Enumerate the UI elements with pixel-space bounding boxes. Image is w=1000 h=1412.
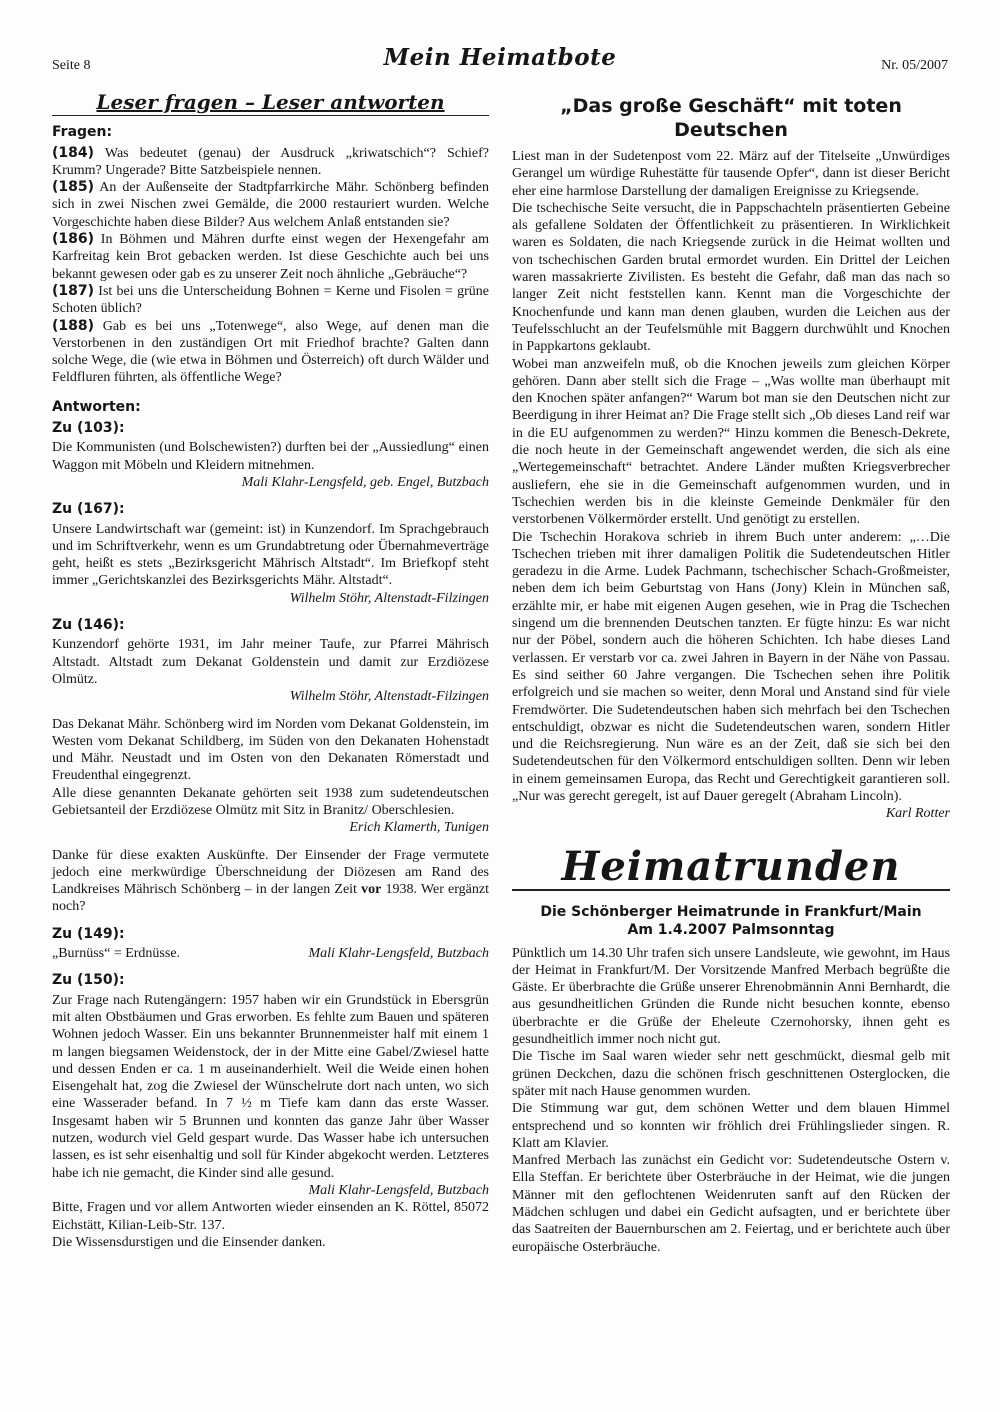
article-title: „Das große Geschäft“ mit toten Deutschen bbox=[560, 95, 902, 141]
answer-150 bbox=[52, 972, 489, 1199]
answer-signature: Mali Klahr-Lengsfeld, geb. Engel, Butzbach bbox=[241, 474, 489, 490]
answer-text: Alle diese genannten Dekanate gehörten seit 1938 zum sudetendeutschen Gebietsanteil der Erzdiözese Olmütz mit Sitz in Branitz/ Oberschlesien. bbox=[52, 785, 489, 818]
answer-signature: Erich Klamerth, Tunigen bbox=[349, 820, 489, 836]
answer-167 bbox=[52, 501, 489, 607]
article-paragraph: Wobei man anzweifeln muß, ob die Knochen jeweils zum gleichen Körper gehören. Dann aber stellt sich die Frage – „Was wollte man überhaupt mit den Knochen später anfangen?“ Warum bot man sie den Deutschen nicht zur Beerdigung in ihrer Heimat an? Die Frage stellt sich „Ob dieses Land reif war in die EU aufgenommen zu werden?“ Hinzu kommen die Benesch-Dekrete, die noch heute in der Gemeinschaft angewendet werden, die sich als eine „Wertegemeinschaft“ betrachtet. Andere Länder mußten Kriegsverbrecher ausliefern, ehe sie in die Gemeinschaft aufgenommen wurden, und in Tschechien werden bis in die kleinste Gemeinde Denkmäler für den verstorbenen Völkermörder erstellt. Und genötigt zu erstellen. bbox=[512, 356, 950, 528]
answer-103 bbox=[52, 420, 489, 491]
answers-label: Antworten: bbox=[52, 398, 141, 415]
question-text: Gab es bei uns „Totenwege“, also Wege, auf denen man die Verstorbenen in den zuständigen Ort mit Friedhof brachte? Galten dann solche Wege, die (wie etwa in Böhmen und Österreich) oft durch Wälder und Feldfluren führten, als öffentliche Wege? bbox=[52, 318, 489, 386]
masthead: Mein Heimatbote bbox=[383, 44, 617, 71]
answer-text: Unsere Landwirtschaft war (gemeint: ist) in Kunzendorf. Im Sprachgebrauch und im Schriftverkehr, wenn es um Grundabtretung oder Übernahmeverträge geht, heißt es stets „Bezirksgericht Mährisch Altstadt“. Im Briefkopf steht immer „Gerichtskanzlei des Bezirksgerichts Mähr. Altstadt“. bbox=[52, 521, 489, 589]
answer-text: Das Dekanat Mähr. Schönberg wird im Norden vom Dekanat Goldenstein, im Westen vom Dekanat Schildberg, im Süden von den Dekanaten Hohenstadt und Mähr. Neustadt und im Osten von den Dekanaten Römerstadt und Freudenthal eingegrenzt. bbox=[52, 716, 489, 784]
question-number: (185) bbox=[52, 179, 95, 196]
event-paragraph: Manfred Merbach las zunächst ein Gedicht vor: Sudetendeutsche Ostern v. Ella Steffan. Er berichtete über Osterbräuche in der Heimat, wie die jungen Männer mit den geflochtenen Weidenruten sanft auf den Rücken der Mädchen schlugen und dabei ein Gedicht aufsagten, und er berichtete über das Saatreiten der Bauernburschen am 2. Feiertag, und er berichtete auch über europäische Osterbräuche. bbox=[512, 1153, 950, 1255]
question-number: (188) bbox=[52, 317, 95, 334]
question-186 bbox=[52, 231, 489, 283]
question-text: Was bedeutet (genau) der Ausdruck „kriwatschich“? Schief? Krumm? Ungerade? Bitte Satzbeispiele nennen. bbox=[52, 145, 489, 178]
question-text: An der Außenseite der Stadtpfarrkirche Mähr. Schönberg befinden sich in zwei Nischen zwei Gemälde, die 2000 restauriert wurden. Welche Vorgeschichte haben diese Bilder? Aus welchem Anlaß entstanden sie? bbox=[52, 180, 489, 230]
answer-text: Kunzendorf gehörte 1931, im Jahr meiner Taufe, zur Pfarrei Mährisch Altstadt. Altstadt zum Dekanat Goldenstein und damit zur Erzdiözese Olmütz. bbox=[52, 637, 489, 687]
editor-note-emphasis: vor bbox=[361, 882, 382, 898]
page-number: Seite 8 bbox=[52, 58, 91, 73]
article-paragraph: Die Tschechin Horakova schrieb in ihrem Buch unter anderem: „…Die Tschechen trieben mit ihrer damaligen Politik die Sudetendeutschen Hitler geradezu in die Arme. Ludek Pachmann, tschechischer Schach-Großmeister, neben dem ich beim Geburtstag von Hans (Jony) Klein in München saß, erzählte mir, er habe mit eigenen Augen gesehen, wie in Prag die Tschechen singend um die brennenden Deutschen tanzten. Er fügte hinzu: Es war nicht nur der Pöbel, sondern auch die höheren Schichten. Ich habe dieses Land verlassen. Er verstarb vor ca. zwei Jahren in Bayern in der Nähe von Passau. Es sind seither 60 Jahre vergangen. Die Tschechen sehen ihre Politik erfolgreich und sie machen so weiter, denn Moral und Anstand sind für viele Fremdwörter. Die Sudetendeutschen haben sich mehrfach bei den Tschechen entschuldigt, obzwar es nicht die Sudetendeutschen waren, sondern Hitler und die Reichsregierung. Nun wäre es an der Zeit, daß sie sich bei den Sudetendeutschen für den Völkermord entschuldigen sollten. Denn wir leben in einem gemeinsamen Europa, das Recht und Gerechtigkeit garantieren soll. „Nur was gerecht geregelt, ist auf Dauer geregelt (Abraham Lincoln). bbox=[512, 529, 950, 804]
answer-signature: Mali Klahr-Lengsfeld, Butzbach bbox=[308, 1182, 489, 1198]
closing-note: Bitte, Fragen und vor allem Antworten wieder einsenden an K. Röttel, 85072 Eichstätt, Kilian-Leib-Str. 137. bbox=[52, 1200, 489, 1233]
event-paragraph: Die Tische im Saal waren wieder sehr nett geschmückt, diesmal gelb mit grünen Deckchen, dazu die schönen frisch geschnittenen Osterglocken, die später mit nach Hause genommen wurden. bbox=[512, 1049, 950, 1099]
issue-number: Nr. 05/2007 bbox=[881, 58, 948, 73]
event-heading bbox=[512, 903, 950, 939]
answer-146 bbox=[52, 617, 489, 916]
answer-text: „Burnüss“ = Erdnüsse. bbox=[52, 946, 181, 962]
answer-heading: Zu (167): bbox=[52, 501, 125, 518]
right-column bbox=[512, 94, 950, 1256]
heimatrunden-heading: Heimatrunden bbox=[512, 845, 950, 891]
closing-thanks: Die Wissensdurstigen und die Einsender danken. bbox=[52, 1234, 326, 1250]
question-185 bbox=[52, 179, 489, 231]
answer-heading: Zu (103): bbox=[52, 420, 125, 437]
questions-label: Fragen: bbox=[52, 124, 113, 141]
answer-signature: Wilhelm Stöhr, Altenstadt-Filzingen bbox=[289, 689, 489, 705]
question-187 bbox=[52, 283, 489, 318]
reader-qa-title: Leser fragen – Leser antworten bbox=[96, 90, 445, 114]
left-column bbox=[52, 90, 489, 1251]
article-signature: Karl Rotter bbox=[885, 806, 950, 822]
question-188 bbox=[52, 318, 489, 387]
article-paragraph: Die tschechische Seite versucht, die in Pappschachteln präsentierten Gebeine als gefallene Soldaten der Öffentlichkeit zu präsentieren. In Wirklichkeit waren es Soldaten, die nach Kriegsende zurück in die Heimat wollten und von tschechischen Garden brutal ermordet wurden. Ein Drittel der Leichen waren massakrierte Zivilisten. Es besteht die Gefahr, daß man das nach so langer Zeit nicht feststellen kann. Kennt man die Vorgeschichte der Knochenfunde und kann man denen glauben, wurden die Leichen aus der Teufelsschlucht an der Teufelsmühle mit Baggern durchwühlt und Knochen in Pappkartons geklaubt. bbox=[512, 200, 950, 355]
question-number: (187) bbox=[52, 282, 95, 299]
question-number: (186) bbox=[52, 231, 95, 248]
event-title: Die Schönberger Heimatrunde in Frankfurt/Main bbox=[540, 903, 922, 920]
editor-note-text: 1938. Wer ergänzt noch? bbox=[52, 882, 489, 915]
article-paragraph: Liest man in der Sudetenpost vom 22. März auf der Titelseite „Unwürdiges Gerangel um würdige Ruhestätte für tausende Opfer“, dann ist dieser Bericht eher eine harmlose Darstellung der damaligen Ereignisse zu Kriegsende. bbox=[512, 149, 950, 199]
answer-149 bbox=[52, 926, 489, 963]
question-number: (184) bbox=[52, 144, 95, 161]
answer-heading: Zu (146): bbox=[52, 617, 125, 634]
answer-text: Zur Frage nach Rutengängern: 1957 haben wir ein Grundstück in Ebersgrün mit alten Obstbäumen und Gras erworben. Es fehlte zum Bauen und späteren Wohnen jedoch Wasser. Ein uns bekannter Brunnenmeister half mit einem 1 m langen biegsamen Weidenstock, der in der Mitte eine Gabel/Zwiesel hatte und dessen Enden er ca. 1 m auseinanderhielt. Weil die Weide einen hohen Eisengehalt hat, zog die Zwiesel der Wünschelrute dort nach unten, wo sich eine Wasserader befand. In 7 ½ m Tiefe kam dann das erste Wasser. Insgesamt haben wir 5 Brunnen und konnten das ganze Jahr über Wasser nutzen, wodurch viel Geld gespart wurde. Das Wasser habe ich untersuchen lassen, es ist sehr eisenhaltig und soll für Kinder abgekocht werden. Letzteres habe ich nie gemacht, die Kinder sind alle gesund. bbox=[52, 992, 489, 1181]
reader-qa-title-wrap bbox=[52, 90, 489, 116]
editor-note-text: Danke für diese exakten Auskünfte. Der Einsender der Frage vermutete jedoch eine merkwürdige Überschneidung der Diözesen am Rand des Landkreises Mährisch Schönberg – in der langen Zeit bbox=[52, 847, 489, 898]
question-text: In Böhmen und Mähren durfte einst wegen der Hexengefahr am Karfreitag kein Brot gebacken werden. Ist diese Geschichte auch bei uns bekannt gewesen oder gab es zu unserer Zeit noch ähnliche „Gebräuche“? bbox=[52, 232, 489, 282]
answer-heading: Zu (150): bbox=[52, 972, 125, 989]
editor-note bbox=[52, 847, 489, 916]
question-184 bbox=[52, 145, 489, 180]
answer-signature: Wilhelm Stöhr, Altenstadt-Filzingen bbox=[289, 590, 489, 606]
answer-heading: Zu (149): bbox=[52, 925, 125, 942]
event-date: Am 1.4.2007 Palmsonntag bbox=[627, 921, 835, 938]
answer-line bbox=[52, 945, 489, 962]
answer-signature: Mali Klahr-Lengsfeld, Butzbach bbox=[308, 946, 489, 962]
event-paragraph: Die Stimmung war gut, dem schönen Wetter und dem blauen Himmel entsprechend und so konnten wir fröhlich drei Frühlingslieder singen. R. Klatt am Klavier. bbox=[512, 1101, 950, 1151]
event-paragraph: Pünktlich um 14.30 Uhr trafen sich unsere Landsleute, wie gewohnt, im Haus der Heimat in Frankfurt/M. Der Vorsitzende Manfred Merbach begrüßte die Gäste. Er überbrachte die Grüße unserer Ehrenobmännin Anni Bernhardt, die aus gesundheitlichen Gründen die Runde nicht besuchen konnte, ebenso überbrachte er die Grüße der Eheleute Czernohorsky, ihnen geht es gesundheitlich immer noch nicht gut. bbox=[512, 945, 950, 1048]
answer-text: Die Kommunisten (und Bolschewisten?) durften bei der „Aussiedlung“ einen Waggon mit Möbeln und Kleidern mitnehmen. bbox=[52, 440, 489, 473]
question-text: Ist bei uns die Unterscheidung Bohnen = Kerne und Fisolen = grüne Schoten üblich? bbox=[52, 283, 489, 317]
